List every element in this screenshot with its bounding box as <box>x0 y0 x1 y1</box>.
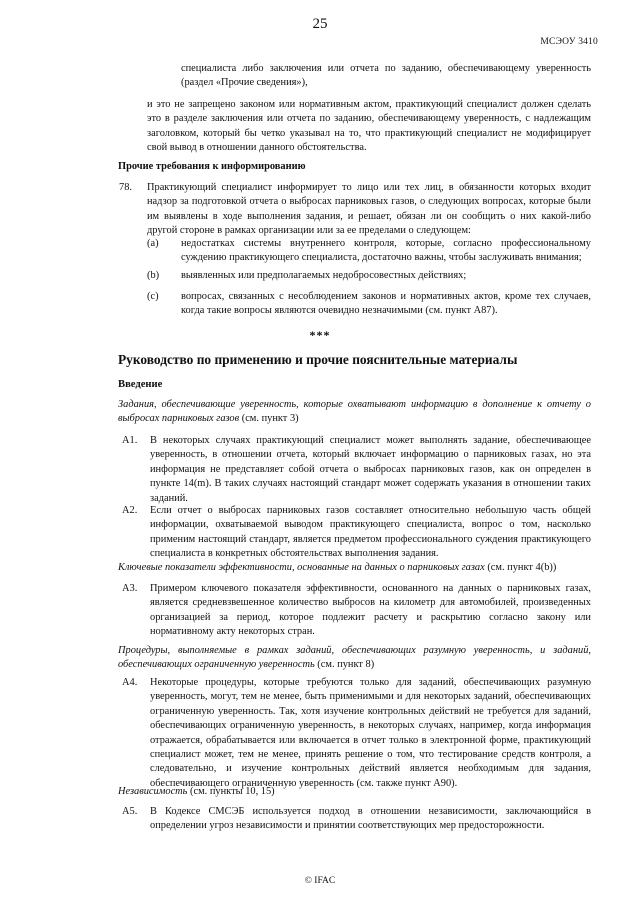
subheading-italic: Ключевые показатели эффективности, основанные на данных о парниковых газах <box>118 562 485 573</box>
subheading-independence <box>118 785 591 799</box>
guidance-title: Руководство по применению и прочие пояснительные материалы <box>118 352 518 367</box>
paragraph-number-a1: A1. <box>122 435 138 446</box>
list-item-text: выявленных или предполагаемых недобросовестных действиях; <box>181 270 467 281</box>
paragraph-a1-text: В некоторых случаях практикующий специалист может выполнять задание, обеспечивающее уверенность, в отношении отчета, который включает информацию о парниковых газах, но эта информация не представляет собой отчета о выбросах парниковых газов, как он определен в пункте 14(m). В таких случаях настоящий стандарт может содержать указания в отношении таких заданий. <box>150 435 591 504</box>
paragraph-continuation: и это не запрещено законом или нормативным актом, практикующий специалист должен сделать это в разделе заключения или отчета по заданию, обеспечивающему уверенность, с надлежащим заголовком, который бы четко указывал на то, что практикующий специалист не модифицирует свой вывод в отношении данного обстоятельства. <box>147 99 591 154</box>
subheading-italic: Независимость <box>118 786 188 797</box>
list-item-text: недостатках системы внутреннего контроля, которые, согласно профессиональному суждению практикующего специалиста, достаточно важны, чтобы заслуживать внимания; <box>181 238 591 264</box>
section-heading-other-requirements: Прочие требования к информированию <box>118 161 306 172</box>
list-item-label: (a) <box>147 238 159 249</box>
subheading-reference: (см. пункт 8) <box>314 659 375 671</box>
paragraph-number-a2: A2. <box>122 505 138 516</box>
list-item-text: вопросах, связанных с несоблюдением законов и нормативных актов, кроме тех случаев, когда такие вопросы являются очевидно незначимыми (см. пункт А87). <box>181 291 591 317</box>
list-item-label: (c) <box>147 291 159 302</box>
section-separator: *** <box>309 328 331 342</box>
copyright-footer: © IFAC <box>304 876 336 886</box>
subheading-kpi <box>118 561 591 575</box>
paragraph-number-a4: A4. <box>122 677 138 688</box>
paragraph-78-text: Практикующий специалист информирует то лицо или тех лиц, в обязанности которых входит надзор за подготовкой отчета о выбросах парниковых газов, о следующих вопросах, которые были им выявлены в ходе выполнения задания, и решает, обязан ли он сообщить о них какой-либо другой стороне в рамках организации или за ее пределами о следующем: <box>147 182 591 237</box>
subheading-reference: (см. пункт 3) <box>239 413 299 425</box>
item-continuation: специалиста либо заключения или отчета по заданию, обеспечивающему уверенность (раздел «Прочие сведения»), <box>181 63 591 89</box>
subheading-reference: (см. пункты 10, 15) <box>187 786 275 797</box>
subheading-italic: Задания, обеспечивающие уверенность, которые охватывают информацию в дополнение к отчету о выбросах парниковых газов <box>118 399 591 425</box>
subheading-procedures <box>118 644 591 673</box>
paragraph-number-78: 78. <box>119 182 132 193</box>
paragraph-a2-text: Если отчет о выбросах парниковых газов составляет относительно небольшую часть общей информации, охватываемой выводом практикующего специалиста, вопрос о том, насколько применим настоящий стандарт, является предметом профессионального суждения практикующего специалиста в конкретных обстоятельствах выполнения задания. <box>150 505 591 560</box>
paragraph-a5-text: В Кодексе СМСЭБ используется подход в отношении независимости, заключающийся в определении угроз независимости и принятии соответствующих мер предосторожности. <box>150 806 591 832</box>
document-id: МСЭОУ 3410 <box>540 37 598 47</box>
subheading-reference: (см. пункт 4(b)) <box>484 562 557 573</box>
introduction-heading: Введение <box>118 379 163 390</box>
subheading-italic: Процедуры, выполняемые в рамках заданий, обеспечивающих разумную уверенность, и заданий, обеспечивающих ограниченную уверенность <box>118 645 591 671</box>
subheading-additional-info <box>118 398 591 427</box>
list-item-label: (b) <box>147 270 160 281</box>
paragraph-number-a5: A5. <box>122 806 138 817</box>
paragraph-number-a3: A3. <box>122 583 138 594</box>
paragraph-a4-text: Некоторые процедуры, которые требуются только для заданий, обеспечивающих разумную уверенность, могут, тем не менее, быть применимыми и для некоторых заданий, обеспечивающих ограниченную уверенность. Так, хотя изучение контрольных действий не требуется для заданий, обеспечивающих ограниченную уверенность, в некоторых случаях, например, когда информация отражается, обрабатывается или включается в отчет только в электронной форме, практикующий специалист может, тем не менее, принять решение о том, что тестирование средств контроля, а следовательно, и изучение контрольных действий является необходимым для задания, обеспечивающего ограниченную уверенность (см. также пункт А90). <box>150 677 591 789</box>
page-number: 25 <box>312 16 328 32</box>
paragraph-a3-text: Примером ключевого показателя эффективности, основанного на данных о парниковых газах, является средневзвешенное количество выбросов на километр для автомобилей, произведенных организацией за период, которое подлежит расчету и раскрытию согласно закону или нормативному акту некоторых стран. <box>150 583 591 638</box>
